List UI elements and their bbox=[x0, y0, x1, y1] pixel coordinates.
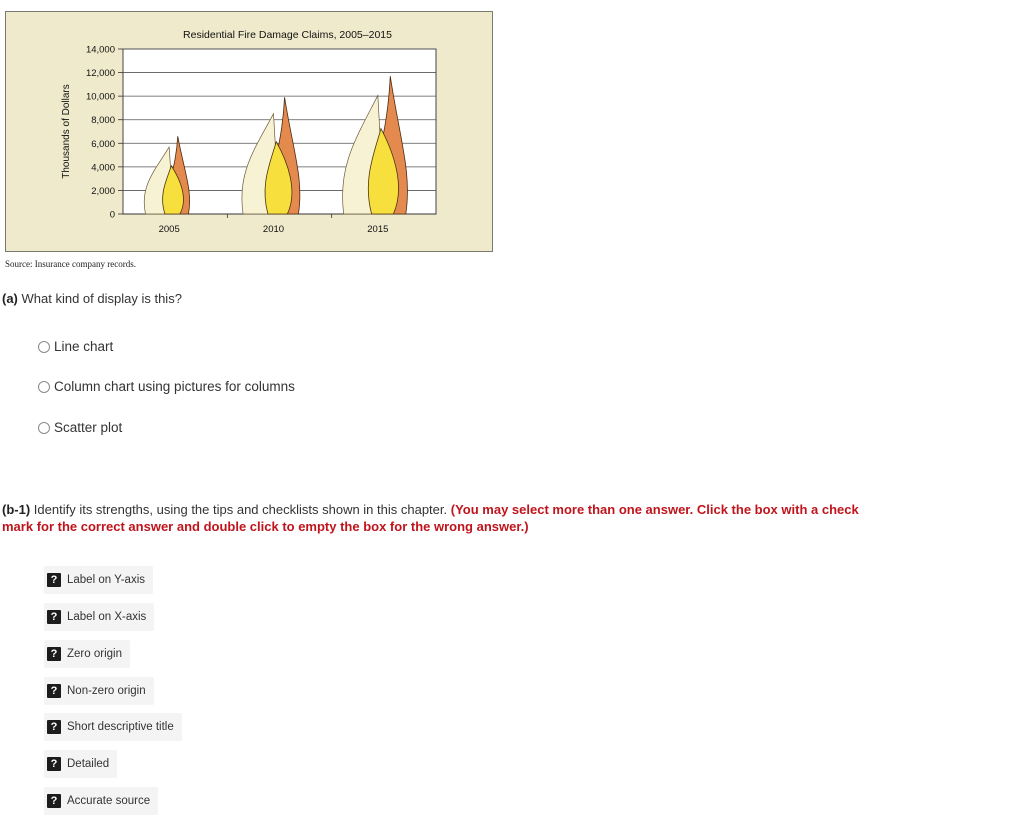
question-b1-instruction: (You may select more than one answer. Click the box with a check mark for the correct answer and double click to empty the box for the wrong answer.) bbox=[2, 502, 859, 534]
checkbox-label: Non-zero origin bbox=[67, 685, 146, 697]
checkbox-item-non-zero-origin[interactable] bbox=[44, 677, 154, 705]
question-b1-label: (b-1) bbox=[2, 502, 31, 517]
chart-title: Residential Fire Damage Claims, 2005–2015 bbox=[183, 29, 392, 41]
chart-panel bbox=[5, 11, 493, 252]
question-mark-icon[interactable]: ? bbox=[47, 794, 61, 808]
radio-button[interactable] bbox=[38, 422, 50, 434]
radio-button[interactable] bbox=[38, 341, 50, 353]
radio-option-scatter-plot[interactable] bbox=[38, 420, 122, 435]
radio-label: Line chart bbox=[54, 339, 114, 354]
y-tick-label: 0 bbox=[109, 209, 115, 221]
checkbox-label: Short descriptive title bbox=[67, 721, 174, 733]
question-mark-icon[interactable]: ? bbox=[47, 720, 61, 734]
question-mark-icon[interactable]: ? bbox=[47, 684, 61, 698]
question-b1-text: Identify its strengths, using the tips and checklists shown in this chapter. bbox=[33, 502, 448, 517]
checkbox-item-zero-origin[interactable] bbox=[44, 640, 130, 668]
y-tick-label: 6,000 bbox=[91, 138, 115, 150]
y-tick-label: 14,000 bbox=[85, 44, 115, 56]
x-tick-label: 2010 bbox=[262, 224, 285, 235]
question-mark-icon[interactable]: ? bbox=[47, 757, 61, 771]
question-mark-icon[interactable]: ? bbox=[47, 610, 61, 624]
question-a bbox=[2, 291, 182, 306]
question-mark-icon[interactable]: ? bbox=[47, 647, 61, 661]
question-mark-icon[interactable]: ? bbox=[47, 573, 61, 587]
checkbox-label: Label on Y-axis bbox=[67, 574, 146, 586]
checkbox-item-detailed[interactable] bbox=[44, 750, 117, 778]
chart-svg bbox=[6, 12, 494, 253]
y-tick-label: 12,000 bbox=[85, 68, 115, 80]
chart-source: Source: Insurance company records. bbox=[5, 259, 136, 269]
radio-option-line-chart[interactable] bbox=[38, 339, 113, 354]
radio-label: Column chart using pictures for columns bbox=[54, 379, 295, 394]
checkbox-item-short-descriptive-title[interactable] bbox=[44, 713, 182, 741]
checkbox-item-accurate-source[interactable] bbox=[44, 787, 158, 815]
y-tick-label: 8,000 bbox=[91, 115, 115, 127]
checkbox-label: Accurate source bbox=[67, 795, 151, 807]
y-tick-label: 4,000 bbox=[91, 162, 115, 174]
checkbox-item-label-y-axis[interactable] bbox=[44, 566, 153, 594]
checkbox-label: Detailed bbox=[67, 758, 110, 770]
checkbox-label: Label on X-axis bbox=[67, 611, 147, 623]
radio-button[interactable] bbox=[38, 381, 50, 393]
checkbox-item-label-x-axis[interactable] bbox=[44, 603, 154, 631]
question-b1 bbox=[2, 501, 862, 535]
question-a-text: What kind of display is this? bbox=[21, 291, 182, 306]
x-tick-label: 2005 bbox=[158, 224, 180, 235]
question-a-label: (a) bbox=[2, 291, 18, 306]
y-tick-label: 2,000 bbox=[91, 185, 115, 197]
radio-label: Scatter plot bbox=[54, 420, 123, 435]
y-tick-label: 10,000 bbox=[85, 91, 115, 103]
checkbox-label: Zero origin bbox=[67, 648, 122, 660]
y-axis-label: Thousands of Dollars bbox=[61, 84, 72, 179]
radio-option-column-chart[interactable] bbox=[38, 379, 295, 394]
x-tick-label: 2015 bbox=[367, 224, 389, 235]
